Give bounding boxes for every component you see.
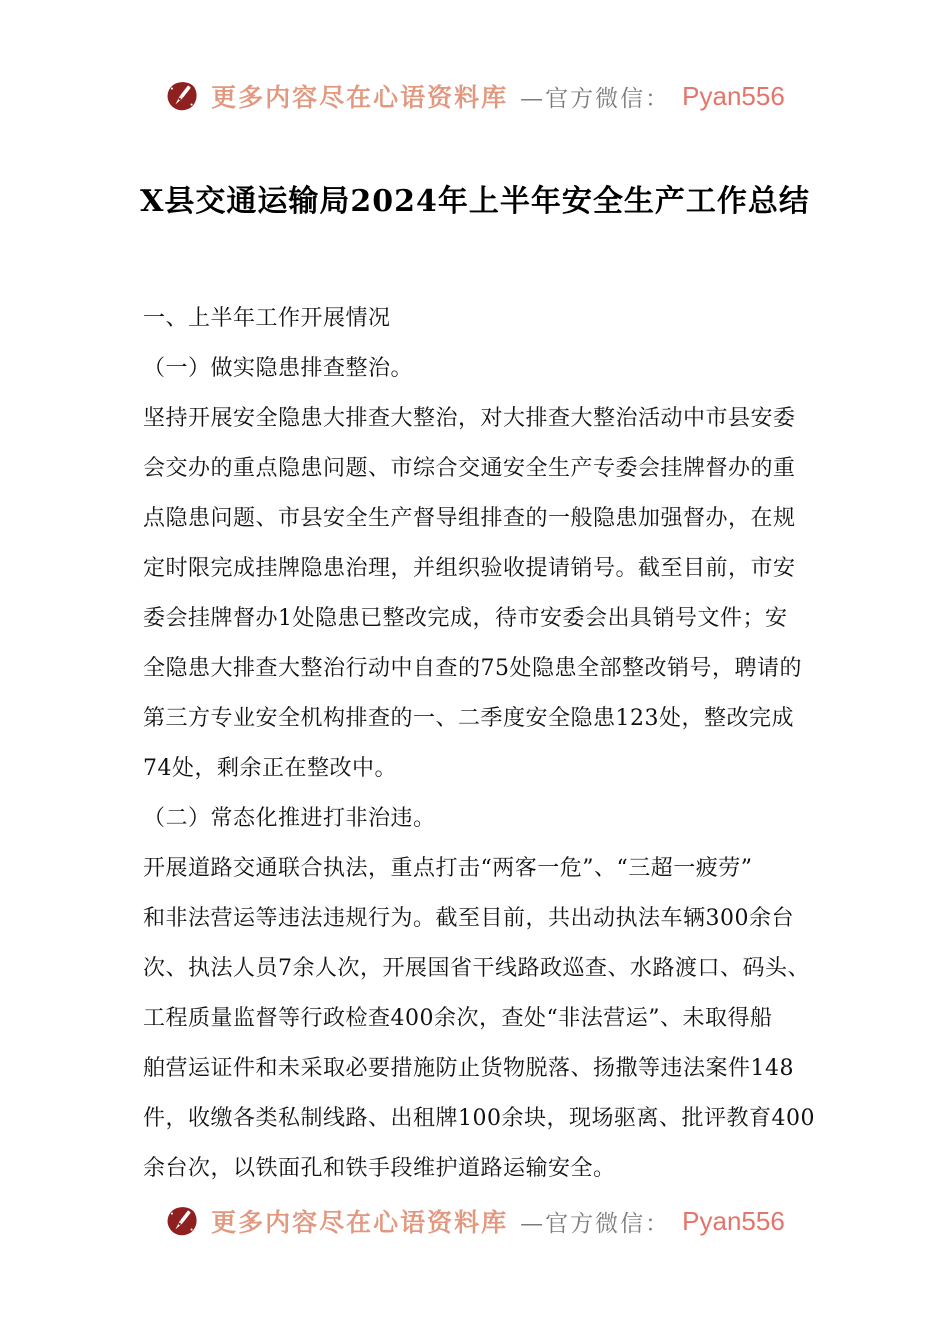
paragraph-line: 余台次，以铁面孔和铁手段维护道路运输安全。	[143, 1156, 616, 1181]
banner-text-separator: —官方微信：	[520, 1210, 671, 1237]
paragraph-line: 坚持开展安全隐患大排查大整治，对大排查大整治活动中市县安委	[143, 406, 796, 431]
banner-text-main: 更多内容尽在心语资料库	[211, 83, 509, 112]
paragraph-line: 第三方专业安全机构排查的一、二季度安全隐患123处，整改完成	[143, 706, 794, 731]
paragraph-line: 定时限完成挂牌隐患治理，并组织验收提请销号。截至目前，市安	[143, 556, 796, 581]
document-title: X县交通运输局2024年上半年安全生产工作总结	[140, 184, 810, 219]
paragraph-line: 工程质量监督等行政检查400余次，查处“非法营运”、未取得船	[143, 1006, 773, 1031]
banner-text-main: 更多内容尽在心语资料库	[211, 1208, 509, 1237]
pen-logo-icon	[165, 1204, 199, 1238]
paragraph-line: 会交办的重点隐患问题、市综合交通安全生产专委会挂牌督办的重	[143, 456, 796, 481]
banner-text-separator: —官方微信：	[520, 85, 671, 112]
paragraph-line: 次、执法人员7余人次，开展国省干线路政巡查、水路渡口、码头、	[143, 956, 810, 981]
paragraph-line: 点隐患问题、市县安全生产督导组排查的一般隐患加强督办，在规	[143, 506, 796, 531]
banner-wechat-id: Pyan556	[682, 80, 785, 111]
paragraph-line: 开展道路交通联合执法，重点打击“两客一危”、“三超一疲劳”	[143, 856, 753, 881]
paragraph-line: 委会挂牌督办1处隐患已整改完成，待市安委会出具销号文件；安	[143, 606, 788, 631]
paragraph-line: 全隐患大排查大整治行动中自查的75处隐患全部整改销号，聘请的	[143, 656, 802, 681]
document-body	[143, 294, 815, 1194]
section-heading: 一、上半年工作开展情况	[143, 306, 391, 331]
section-heading: （二）常态化推进打非治违。	[143, 806, 436, 831]
paragraph-line: 件，收缴各类私制线路、出租牌100余块，现场驱离、批评教育400	[143, 1106, 815, 1131]
banner-wechat-id: Pyan556	[682, 1205, 785, 1236]
paragraph-line: 舶营运证件和未采取必要措施防止货物脱落、扬撒等违法案件148	[143, 1056, 794, 1081]
pen-logo-icon	[165, 79, 199, 113]
promo-banner-top	[0, 78, 950, 114]
section-heading: （一）做实隐患排查整治。	[143, 356, 414, 381]
promo-banner-bottom	[0, 1203, 950, 1239]
paragraph-line: 74处，剩余正在整改中。	[143, 756, 397, 781]
paragraph-line: 和非法营运等违法违规行为。截至目前，共出动执法车辆300余台	[143, 906, 794, 931]
